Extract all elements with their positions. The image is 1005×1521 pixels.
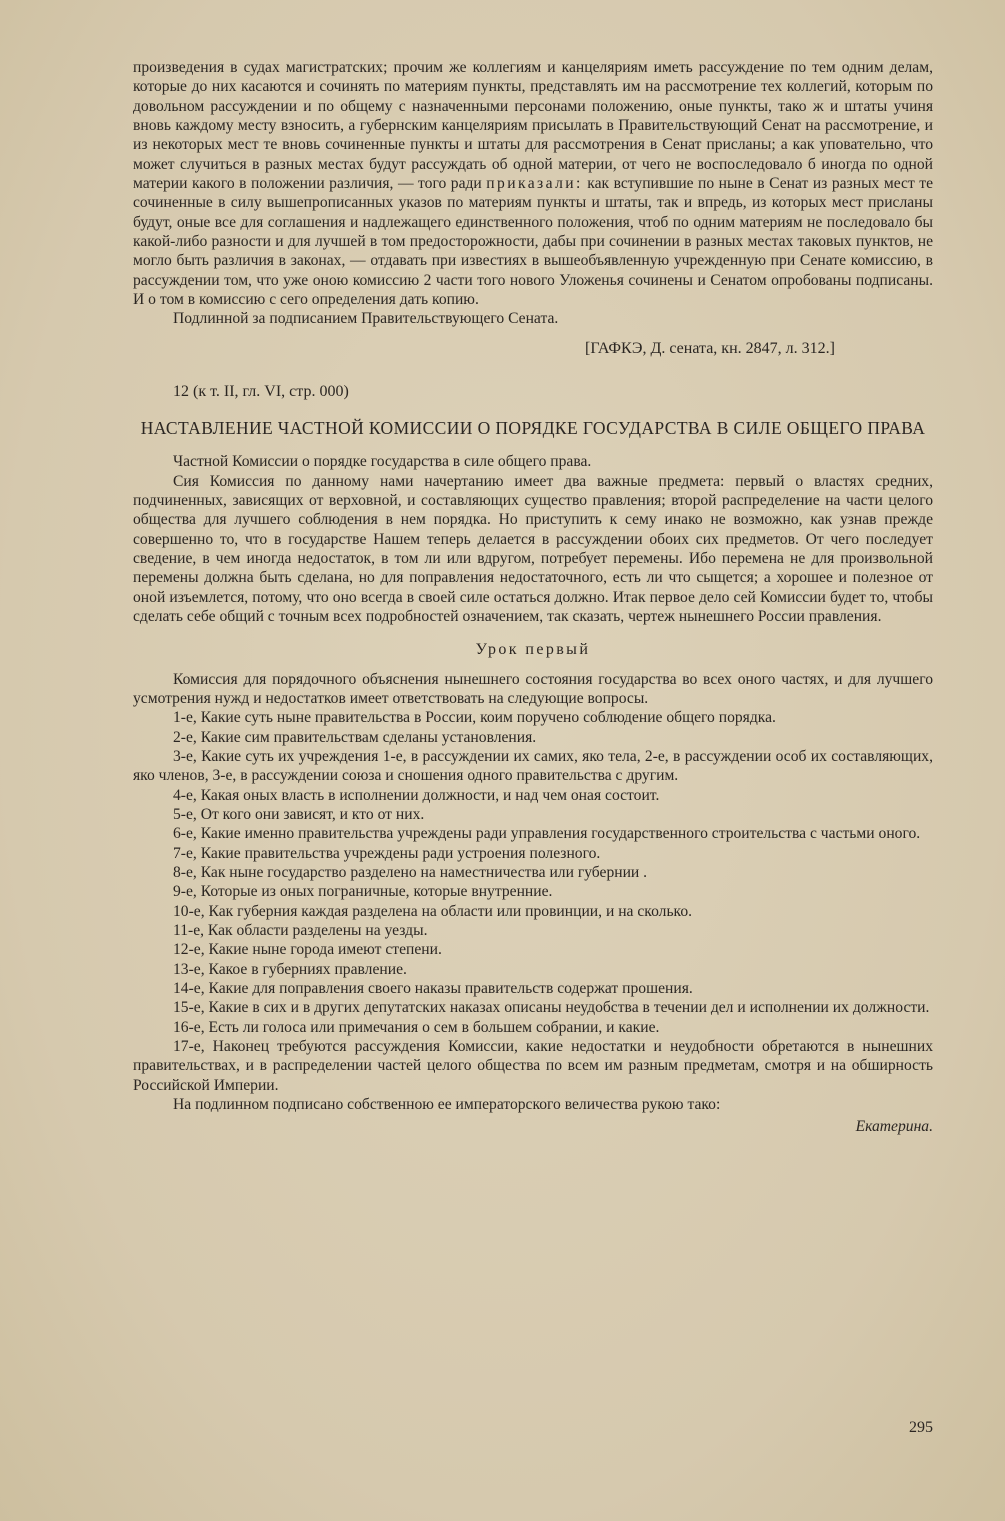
question-item: 4-е, Какая оных власть в исполнении должности, и над чем оная состоит. <box>173 786 660 804</box>
question-item: 10-е, Как губерния каждая разделена на области или провинции, и на сколько. <box>173 902 693 920</box>
top-paragraph-continuation: как вступившие по ныне в Сенат из разных мест те сочиненные в силу вышепрописанных указов по материям пункты и штаты, так и впредь, из которых мест присланы будут, оные все для соглашения и надлежащего единственного положения, чтоб по одним материям не последовало бы какой-либо разности и для лучшей в том предосторожности, дабы при сочинении в разных местах таковых пунктов, не могло быть различия в законах, — отдавать при известиях в вышеобъявленную учрежденную при Сенате комиссию, в рассуждении том, что уже оною комиссию 2 части того нового Уложенья сочинены и Сенатом опробованы подписаны. И о том в комиссию с сего определения дать копию. <box>133 175 934 309</box>
original-note: Подлинной за подписанием Правительствующего Сената. <box>173 310 559 328</box>
lesson-heading: Урок первый <box>475 641 591 659</box>
section-number: 12 (к т. II, гл. VI, стр. 000) <box>173 382 349 400</box>
lesson-intro: Комиссия для порядочного объяснения нынешнего состояния государства во всех оного частях, и для лучшего усмотрения нужд и недостатков имеет ответствовать на следующие вопросы. <box>133 670 933 707</box>
signature: Екатерина. <box>855 1117 933 1135</box>
question-item: 12-е, Какие ныне города имеют степени. <box>173 941 442 959</box>
question-item: 13-е, Какое в губерниях правление. <box>173 960 407 978</box>
question-item: 2-е, Какие сим правительствам сделаны установления. <box>173 728 537 746</box>
top-paragraph <box>133 58 933 309</box>
question-item: 7-е, Какие правительства учреждены ради устроения полезного. <box>173 844 601 862</box>
page-content <box>133 58 933 1136</box>
section-title: НАСТАВЛЕНИЕ ЧАСТНОЙ КОМИССИИ О ПОРЯДКЕ ГОСУДАРСТВА В СИЛЕ ОБЩЕГО ПРАВА <box>140 418 926 439</box>
intro-paragraph: Сия Комиссия по данному нами начертанию имеет два важные предмета: первый о властях средних, подчиненных, зависящих от верховной, и составляющих существо правления; второй распределение на части целого общества для лучшего соблюдения в нем порядка. Но приступить к сему инако не возможно, как узнав прежде совершенно то, что в государстве Нашем теперь делается в рассуждении обоих сих предметов. От чего последует сведение, в чем иногда недостаток, в том ли или вдругом, потребует перемены. Ибо перемена не для произвольной перемены должна быть сделана, но для поправления недостаточного, есть ли что сыщется; а хорошее и полезное от оной изъемлется, потому, что оно всегда в своей силе остаться должно. Итак первое дело сей Комиссии будет то, чтобы сделать себе общий с точным всех подробностей означением, так сказать, чертеж нынешнего России правления. <box>133 472 933 625</box>
question-item: 3-е, Какие суть их учреждения 1-е, в рассуждении их самих, яко тела, 2-е, в рассуждении особ их составляющих, яко членов, 3-е, в рассуждении союза и сношения одного правительства с другим. <box>133 747 933 785</box>
question-item: 5-е, От кого они зависят, и кто от них. <box>173 806 425 823</box>
question-item: 16-е, Есть ли голоса или примечания о сем в большем собрании, и какие. <box>173 1018 660 1036</box>
archive-reference: [ГАФКЭ, Д. сената, кн. 2847, л. 312.] <box>585 339 835 357</box>
closing-note: На подлинном подписано собственною ее императорского величества рукою тако: <box>173 1096 721 1114</box>
question-item: 1-е, Какие суть ныне правительства в России, коим поручено соблюдение общего порядка. <box>173 709 776 727</box>
question-item: 11-е, Как области разделены на уезды. <box>173 922 428 940</box>
question-item: 17-е, Наконец требуются рассуждения Комиссии, какие недостатки и неудобности обретаются в нынешних правительствах, и в распределении частей целого общества по всем им разным предметам, смотря и на обширность Российской Империи. <box>133 1038 933 1094</box>
address-line: Частной Комиссии о порядке государства в силе общего права. <box>173 453 592 471</box>
question-item: 6-е, Какие именно правительства учреждены ради управления государственного строительства с частьми оного. <box>173 825 921 843</box>
questions-list <box>133 708 933 1095</box>
page-number: 295 <box>909 1419 933 1436</box>
prikazali-word: приказали: <box>486 175 583 193</box>
question-item: 9-е, Которые из оных пограничные, которые внутренние. <box>173 883 553 901</box>
question-item: 14-е, Какие для поправления своего наказы правительств содержат прошения. <box>173 980 693 998</box>
question-item: 8-е, Как ныне государство разделено на наместничества или губернии . <box>173 864 648 882</box>
question-item: 15-е, Какие в сих и в других депутатских наказах описаны неудобства в течении дел и исполнении их должности. <box>173 999 930 1017</box>
top-paragraph-text: произведения в судах магистратских; прочим же коллегиям и канцеляриям иметь рассуждение по тем одним делам, которые до них касаются и сочинять по материям пункты, представлять им на рассмотрение тех коллегий, которым по довольном рассуждении и по общему с назначенными персонами положению, оные пункты, тако ж и штаты учиня вновь каждому месту взносить, а губернским канцеляриям присылать в Правительствующий Сенат на рассмотрение, и из некоторых мест те вновь сочиненные пункты и штаты для рассмотрения в Сенат присланы; а как уповательно, что может случиться в разных местах будут рассуждать об одной материи, от чего не воспоследовало б иногда по одной материи какого в положении различия, — того ради <box>133 59 933 193</box>
